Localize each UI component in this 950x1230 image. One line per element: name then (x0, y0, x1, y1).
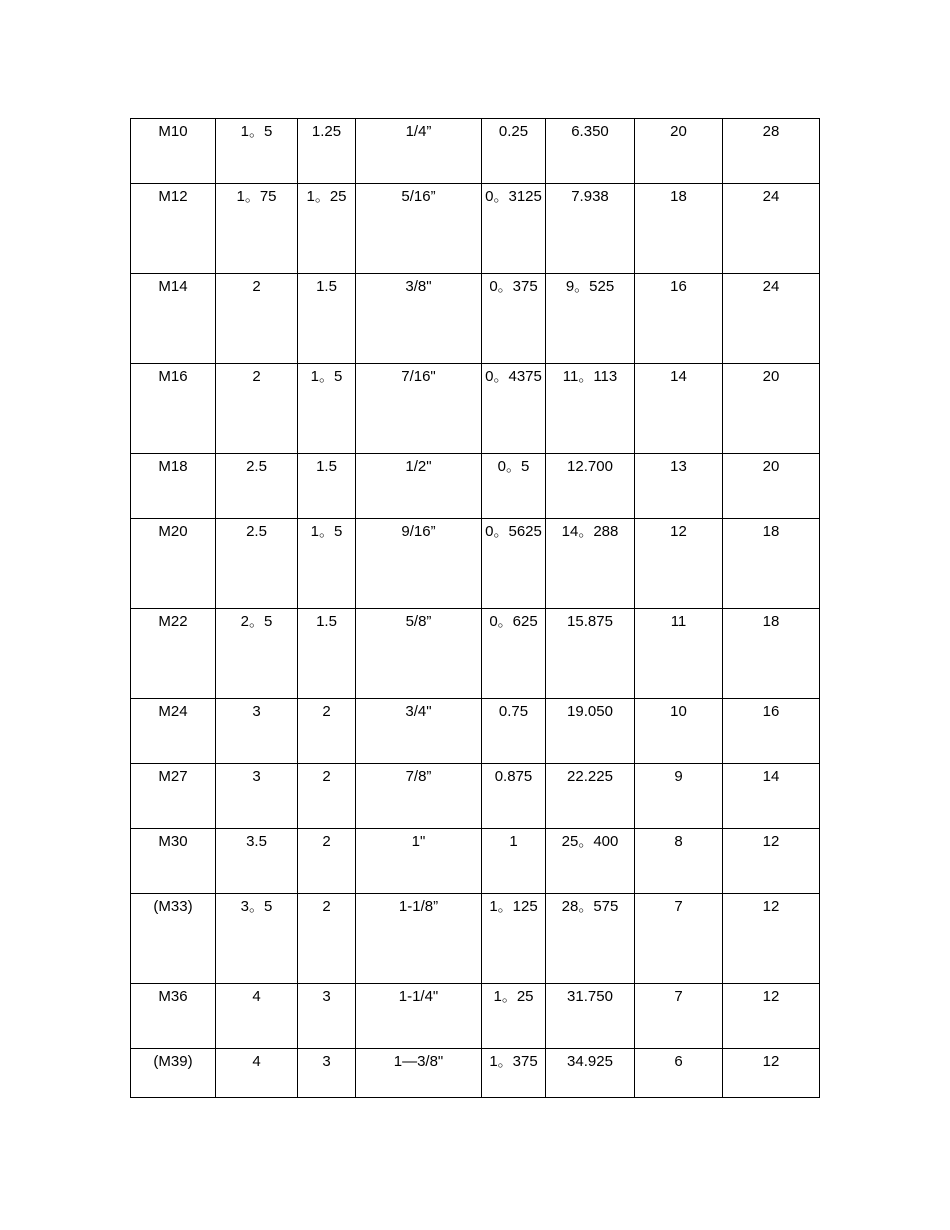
table-cell-mm-equivalent: 28。575 (546, 894, 635, 984)
table-cell-metric-size: (M33) (131, 894, 216, 984)
table-cell-inch-size: 1/4” (356, 119, 482, 184)
table-cell-inch-size: 1/2" (356, 454, 482, 519)
table-cell-unc-tpi: 10 (635, 699, 723, 764)
table-row (131, 984, 820, 1049)
table-cell-fine-pitch: 1。5 (298, 364, 356, 454)
table-cell-mm-equivalent: 34.925 (546, 1049, 635, 1098)
table-cell-metric-size: M24 (131, 699, 216, 764)
table-cell-unc-tpi: 8 (635, 829, 723, 894)
table-cell-inch-decimal: 0。3125 (482, 184, 546, 274)
table-cell-inch-size: 7/16" (356, 364, 482, 454)
table-cell-fine-pitch: 1。5 (298, 519, 356, 609)
table-row (131, 1049, 820, 1098)
table-cell-fine-pitch: 1.5 (298, 609, 356, 699)
table-cell-unc-tpi: 18 (635, 184, 723, 274)
table-cell-inch-decimal: 0.75 (482, 699, 546, 764)
table-cell-metric-size: M16 (131, 364, 216, 454)
table-cell-fine-pitch: 1.5 (298, 274, 356, 364)
table-row (131, 519, 820, 609)
table-cell-inch-size: 9/16” (356, 519, 482, 609)
table-cell-inch-decimal: 1 (482, 829, 546, 894)
table-cell-metric-size: M12 (131, 184, 216, 274)
table-cell-mm-equivalent: 15.875 (546, 609, 635, 699)
table-cell-unc-tpi: 12 (635, 519, 723, 609)
table-cell-coarse-pitch: 2 (216, 274, 298, 364)
table-cell-unc-tpi: 11 (635, 609, 723, 699)
table-cell-coarse-pitch: 2 (216, 364, 298, 454)
table-cell-fine-pitch: 3 (298, 1049, 356, 1098)
table-cell-inch-decimal: 0.875 (482, 764, 546, 829)
table-cell-inch-decimal: 0。625 (482, 609, 546, 699)
table-cell-coarse-pitch: 2.5 (216, 519, 298, 609)
table-cell-mm-equivalent: 25。400 (546, 829, 635, 894)
table-cell-mm-equivalent: 14。288 (546, 519, 635, 609)
table-cell-unf-tpi: 20 (723, 364, 820, 454)
table-cell-unc-tpi: 7 (635, 984, 723, 1049)
table-cell-fine-pitch: 3 (298, 984, 356, 1049)
table-cell-inch-decimal: 0。5625 (482, 519, 546, 609)
table-cell-coarse-pitch: 3。5 (216, 894, 298, 984)
table-cell-inch-size: 5/16” (356, 184, 482, 274)
table-cell-fine-pitch: 1.25 (298, 119, 356, 184)
table-cell-coarse-pitch: 2。5 (216, 609, 298, 699)
table-cell-unc-tpi: 16 (635, 274, 723, 364)
table-cell-inch-decimal: 1。375 (482, 1049, 546, 1098)
table-cell-unc-tpi: 7 (635, 894, 723, 984)
table-cell-inch-size: 1" (356, 829, 482, 894)
table-row (131, 609, 820, 699)
table-cell-fine-pitch: 2 (298, 699, 356, 764)
table-row (131, 894, 820, 984)
table-cell-coarse-pitch: 4 (216, 1049, 298, 1098)
table-cell-mm-equivalent: 9。525 (546, 274, 635, 364)
table-cell-unf-tpi: 12 (723, 829, 820, 894)
table-row (131, 274, 820, 364)
table-cell-metric-size: (M39) (131, 1049, 216, 1098)
table-cell-coarse-pitch: 3 (216, 764, 298, 829)
table-cell-metric-size: M10 (131, 119, 216, 184)
table-cell-inch-decimal: 0.25 (482, 119, 546, 184)
table-cell-mm-equivalent: 11。113 (546, 364, 635, 454)
table-cell-inch-decimal: 1。125 (482, 894, 546, 984)
table-cell-unf-tpi: 24 (723, 274, 820, 364)
table-cell-inch-size: 1-1/8” (356, 894, 482, 984)
table-cell-unf-tpi: 28 (723, 119, 820, 184)
table-cell-inch-decimal: 0。4375 (482, 364, 546, 454)
table-cell-mm-equivalent: 6.350 (546, 119, 635, 184)
table-cell-coarse-pitch: 1。75 (216, 184, 298, 274)
table-cell-unf-tpi: 12 (723, 1049, 820, 1098)
table-cell-mm-equivalent: 19.050 (546, 699, 635, 764)
table-cell-unc-tpi: 6 (635, 1049, 723, 1098)
table-cell-inch-size: 7/8” (356, 764, 482, 829)
table-cell-unc-tpi: 14 (635, 364, 723, 454)
table-cell-inch-decimal: 1。25 (482, 984, 546, 1049)
table-cell-inch-size: 5/8” (356, 609, 482, 699)
table-cell-unf-tpi: 12 (723, 984, 820, 1049)
thread-size-table (130, 118, 820, 1098)
table-cell-fine-pitch: 1。25 (298, 184, 356, 274)
table-cell-unf-tpi: 24 (723, 184, 820, 274)
table-cell-inch-size: 1-1/4" (356, 984, 482, 1049)
table-row (131, 119, 820, 184)
table-cell-coarse-pitch: 4 (216, 984, 298, 1049)
table-cell-unf-tpi: 18 (723, 609, 820, 699)
table-cell-mm-equivalent: 12.700 (546, 454, 635, 519)
table-cell-metric-size: M20 (131, 519, 216, 609)
table-cell-unf-tpi: 18 (723, 519, 820, 609)
table-cell-metric-size: M14 (131, 274, 216, 364)
table-cell-fine-pitch: 1.5 (298, 454, 356, 519)
table-cell-unf-tpi: 16 (723, 699, 820, 764)
table-cell-unf-tpi: 12 (723, 894, 820, 984)
table-cell-fine-pitch: 2 (298, 894, 356, 984)
table-cell-coarse-pitch: 2.5 (216, 454, 298, 519)
table-row (131, 364, 820, 454)
table-cell-inch-size: 3/8" (356, 274, 482, 364)
table-cell-coarse-pitch: 3 (216, 699, 298, 764)
table-cell-coarse-pitch: 3.5 (216, 829, 298, 894)
table-cell-metric-size: M22 (131, 609, 216, 699)
table-cell-unc-tpi: 20 (635, 119, 723, 184)
table-cell-coarse-pitch: 1。5 (216, 119, 298, 184)
table-cell-inch-decimal: 0。375 (482, 274, 546, 364)
table-cell-metric-size: M27 (131, 764, 216, 829)
table-cell-unc-tpi: 9 (635, 764, 723, 829)
table-row (131, 699, 820, 764)
table-cell-mm-equivalent: 31.750 (546, 984, 635, 1049)
table-cell-fine-pitch: 2 (298, 764, 356, 829)
table-cell-mm-equivalent: 22.225 (546, 764, 635, 829)
table-cell-unf-tpi: 20 (723, 454, 820, 519)
table-cell-unc-tpi: 13 (635, 454, 723, 519)
table-row (131, 829, 820, 894)
table-cell-inch-size: 3/4" (356, 699, 482, 764)
table-row (131, 454, 820, 519)
table-cell-metric-size: M30 (131, 829, 216, 894)
table-row (131, 184, 820, 274)
table-cell-metric-size: M36 (131, 984, 216, 1049)
table-cell-fine-pitch: 2 (298, 829, 356, 894)
table-cell-inch-size: 1—3/8" (356, 1049, 482, 1098)
table-cell-inch-decimal: 0。5 (482, 454, 546, 519)
table-cell-metric-size: M18 (131, 454, 216, 519)
table-row (131, 764, 820, 829)
table-cell-mm-equivalent: 7.938 (546, 184, 635, 274)
table-cell-unf-tpi: 14 (723, 764, 820, 829)
